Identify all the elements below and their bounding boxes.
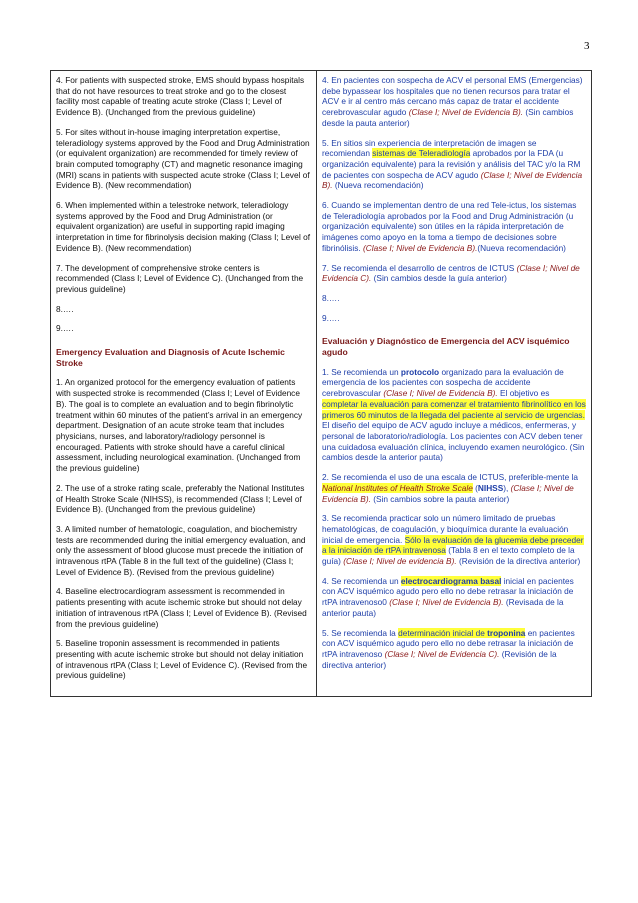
highlight: National Institutes of Health Stroke Scale	[322, 482, 473, 493]
en-eval-1: 1. An organized protocol for the emergency evaluation of patients with suspected stroke is recommended (Class I; Level of Evidence B). The goal is to complete an evaluation and to begin fibrinolytic treatment within 60 minutes of the patient’s arrival in an emergency department. Designation of an acute stroke team that includes physicians, nurses, and laboratory/radiology personnel is encouraged. Patients with stroke should have a careful clinical assessment, including neurological examination. (Unchanged from the previous guideline)	[56, 377, 303, 474]
es-rec-6: 6. Cuando se implementan dentro de una red Tele-ictus, los sistemas de Teleradiología aprobados por la Food and Drug Administración (u organización equivalente) son útiles en la rápida interpretación de imágenes como apoyo en la toma a tiempo de decisiones sobre fibrinólisis. (Clase I; Nivel de Evidencia B).(Nueva recomendación)	[322, 200, 577, 253]
spanish-column	[317, 71, 592, 697]
es-rec-9: 9.….	[322, 312, 340, 323]
en-rec-4: 4. For patients with suspected stroke, EMS should bypass hospitals that do not have resources to treat stroke and go to the closest facility most capable of treating acute stroke (Class I; Level of Evidence B). (Unchanged from the previous guideline)	[56, 75, 305, 118]
en-rec-8: 8.….	[56, 303, 74, 314]
es-rec-4: 4. En pacientes con sospecha de ACV el personal EMS (Emergencias) debe bypassear los hospitales que no tienen recursos para tratar el ACV e ir al centro más cercano más capaz de tratar el accidente cerebrovascular agudo (Clase I; Nivel de Evidencia B). (Sin cambios desde la pauta anterior)	[322, 75, 583, 128]
en-rec-7: 7. The development of comprehensive stroke centers is recommended (Class I; Level of Evidence C). (Unchanged from the previous guideline)	[56, 262, 304, 294]
en-eval-2: 2. The use of a stroke rating scale, preferably the National Institutes of Health Stroke Scale (NIHSS), is recommended (Class I; Level of Evidence B). (Unchanged from the previous guideline)	[56, 482, 305, 515]
english-column	[51, 71, 317, 697]
en-eval-5: 5. Baseline troponin assessment is recommended in patients presenting with acute ischemic stroke but should not delay initiation of intravenous rtPA (Class I; Level of Evidence C). (Revised from the previous guideline)	[56, 638, 308, 681]
highlight: Sólo la evaluación de la glucemia debe preceder a la iniciación de rtPA intravenosa	[322, 534, 584, 556]
en-rec-6: 6. When implemented within a telestroke network, teleradiology systems approved by the Food and Drug Administration (or equivalent organization) are useful in supporting rapid imaging interpretation in time for fibrinolysis decision making (Class I; Level of Evidence B). (New recommendation)	[56, 200, 311, 253]
es-rec-5: 5. En sitios sin experiencia de interpretación de imagen se recomiendan sistemas de Teleradiología aprobados por la FDA (u organización equivalente) para la revisión y análisis del TAC y/o la RM de pacientes con sospecha de ACV agudo (Clase I; Nivel de Evidencia B). (Nueva recomendación)	[322, 137, 583, 191]
es-eval-5: 5. Se recomienda la determinación inicial de troponina en pacientes con ACV isquémico agudo pero ello no debe retrasar la iniciación de rtPA intravenoso (Clase I; Nivel de Evidencia C). (Revisión de la directiva anterior)	[322, 627, 575, 670]
es-rec-7: 7. Se recomienda el desarrollo de centros de ICTUS (Clase I; Nivel de Evidencia C). (Sin cambios desde la guía anterior)	[322, 262, 580, 284]
en-eval-4: 4. Baseline electrocardiogram assessment is recommended in patients presenting with acute ischemic stroke but should not delay initiation of intravenous rtPA (Class I; Level of Evidence B). (Revised from the previous guideline)	[56, 586, 307, 629]
es-eval-2: 2. Se recomienda el uso de una escala de ICTUS, preferible-mente la National Institutes of Health Stroke Scale (NIHSS), (Clase I; Nivel de Evidencia B). (Sin cambios sobre la pauta anterior)	[322, 472, 578, 504]
highlight: electrocardiograma basal	[400, 575, 502, 586]
highlight: troponina	[487, 627, 526, 638]
es-eval-1: 1. Se recomienda un protocolo organizado para la evaluación de emergencia de los pacientes con sospecha de accidente cerebrovascular (Clase I; Nivel de Evidencia B). El objetivo es completar la evaluación para comenzar el tratamiento fibrinolítico en los primeros 60 minutos de la llegada del paciente al servicio de urgencias. El diseño del equipo de ACV agudo incluye a médicos, enfermeras, y personal de laboratorio/radiología. Los pacientes con ACV deben tener una cuidadosa evaluación clínica, incluyendo examen neurológico. (Sin cambios desde la anterior pauta)	[322, 366, 586, 463]
en-eval-3: 3. A limited number of hematologic, coagulation, and biochemistry tests are recommended during the initial emergency evaluation, and only the assessment of blood glucose must precede the initiation of intravenous rtPA (Table 8 in the full text of the guideline) (Class I; Level of Evidence B). (Revised from the previous guideline)	[56, 523, 306, 577]
en-rec-9: 9.….	[56, 323, 74, 334]
page-number: 3	[584, 40, 590, 52]
highlight: determinación inicial de	[398, 627, 488, 638]
highlight: completar la evaluación para comenzar el tratamiento fibrinolítico en los primeros 60 minutos de la llegada del paciente al servicio de urgencias.	[322, 398, 586, 420]
table-row	[51, 71, 592, 697]
es-rec-8: 8.….	[322, 292, 340, 303]
es-eval-3: 3. Se recomienda practicar solo un número limitado de pruebas hematológicas, de coagulación, y bioquímica durante la evaluación inicial de emergencia. Sólo la evaluación de la glucemia debe preceder a la iniciación de rtPA intravenosa (Tabla 8 en el texto completo de la guía) (Clase I; Nivel de evidencia B). (Revisión de la directiva anterior)	[322, 513, 584, 567]
en-rec-5: 5. For sites without in-house imaging interpretation expertise, teleradiology systems approved by the Food and Drug Administration (or equivalent organization) are recommended for timely review of brain computed tomography (CT) and magnetic resonance imaging (MRI) scans in patients with suspected acute stroke (Class I; Level of Evidence B). (New recommendation)	[56, 126, 310, 191]
es-section-heading: Evaluación y Diagnóstico de Emergencia del ACV isquémico agudo	[322, 336, 570, 358]
bilingual-comparison-table	[50, 70, 592, 697]
highlight: sistemas de Teleradiología	[372, 148, 471, 159]
es-eval-4: 4. Se recomienda un electrocardiograma basal inicial en pacientes con ACV isquémico agudo pero ello no debe retrasar la iniciación de rtPA intravenoso0 (Clase I; Nivel de Evidencia B). (Revisada de la anterior pauta)	[322, 575, 574, 618]
en-section-heading: Emergency Evaluation and Diagnosis of Acute Ischemic Stroke	[56, 347, 285, 368]
